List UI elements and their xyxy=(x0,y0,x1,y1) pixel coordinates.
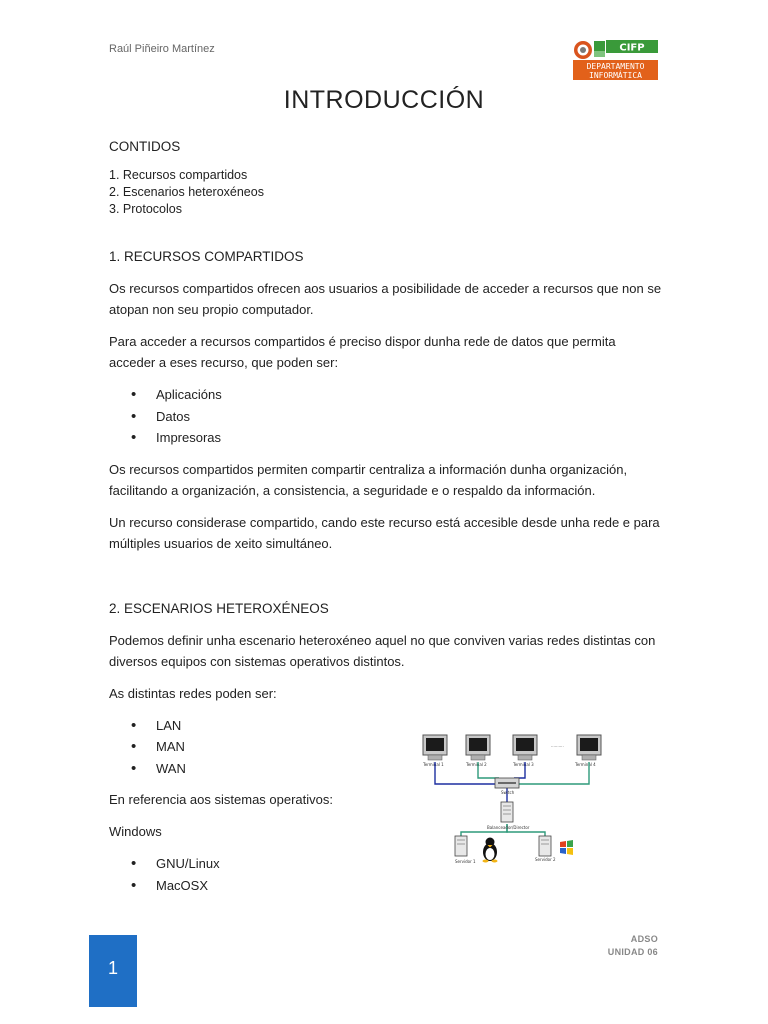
list-item: • LAN xyxy=(109,715,664,737)
list-item: • GNU/Linux xyxy=(109,853,664,875)
svg-text:DEPARTAMENTO: DEPARTAMENTO xyxy=(586,62,645,71)
section2-paragraph: Windows xyxy=(109,824,162,839)
cifp-logo xyxy=(571,39,659,81)
terminal-label: Terminal 2 xyxy=(466,762,487,767)
toc-item: 1. Recursos compartidos xyxy=(109,168,248,182)
unit-number: UNIDAD 06 xyxy=(607,947,658,957)
section2-paragraph: Podemos definir unha escenario heteroxéneo aquel no que conviven varias redes distintas con diversos equipos con sistemas operativos distintos. xyxy=(109,632,656,669)
list-item: • WAN xyxy=(109,758,664,780)
linux-penguin-icon xyxy=(483,838,498,863)
section1-heading: 1. RECURSOS COMPARTIDOS xyxy=(109,249,304,264)
list-item: • MacOSX xyxy=(109,875,664,897)
resources-list xyxy=(109,384,664,449)
section2-paragraph: En referencia aos sistemas operativos: xyxy=(109,792,333,807)
server-icon xyxy=(455,836,467,856)
section1-paragraph: Os recursos compartidos ofrecen aos usuarios a posibilidade de acceder a recursos que non se atopan non seu propio computador. xyxy=(109,281,662,317)
terminal-label: Terminal 1 xyxy=(423,762,444,767)
monitor-icon xyxy=(423,735,447,760)
unit-label xyxy=(608,933,658,959)
page-number: 1 xyxy=(107,958,118,978)
list-item: • Impresoras xyxy=(109,427,664,449)
contents-heading: CONTIDOS xyxy=(109,139,181,154)
list-item: • MAN xyxy=(109,736,664,758)
switch-icon xyxy=(495,778,519,788)
table-of-contents xyxy=(109,167,664,218)
section1-paragraph: Un recurso considerase compartido, cando este recurso está accesible desde unha rede e para múltiples usuarios de xeito simultáneo. xyxy=(109,514,660,551)
network-diagram xyxy=(415,724,607,866)
balancer-label: Balanceador/Director xyxy=(487,825,530,830)
section2-heading: 2. ESCENARIOS HETEROXÉNEOS xyxy=(109,600,329,616)
svg-text:INFORMÁTICA: INFORMÁTICA xyxy=(589,71,642,80)
section2-paragraph: As distintas redes poden ser: xyxy=(109,685,277,701)
server-icon xyxy=(501,802,513,822)
svg-text:CIFP: CIFP xyxy=(619,42,645,54)
section1-paragraph: Os recursos compartidos permiten compartir centraliza a información dunha organización, facilitando a organización, a consistencia, a seguridade e o respaldo da información. xyxy=(109,461,628,498)
course-code: ADSO xyxy=(630,934,658,944)
switch-label: Switch xyxy=(501,790,515,795)
server2-label: Servidor 2 xyxy=(535,857,556,862)
toc-item: 3. Protocolos xyxy=(109,202,182,216)
page-title: INTRODUCCIÓN xyxy=(283,86,485,114)
terminal-label: Terminal 3 xyxy=(513,762,534,767)
monitor-icon xyxy=(577,735,601,760)
ellipsis-dots: .......... xyxy=(551,743,564,748)
monitor-icon xyxy=(466,735,490,760)
list-item: • Aplicacións xyxy=(109,384,664,406)
server-icon xyxy=(539,836,551,856)
toc-item: 2. Escenarios heteroxéneos xyxy=(109,185,264,199)
section1-paragraph: Para acceder a recursos compartidos é preciso dispor dunha rede de datos que permita acceder a eses recurso, que poden ser: xyxy=(109,334,616,370)
windows-logo-icon xyxy=(560,840,573,855)
server1-label: Servidor 1 xyxy=(455,859,476,864)
terminal-label: Terminal 4 xyxy=(575,762,596,767)
author-name: Raúl Piñeiro Martínez xyxy=(109,43,215,55)
monitor-icon xyxy=(513,735,537,760)
list-item: • Datos xyxy=(109,406,664,428)
